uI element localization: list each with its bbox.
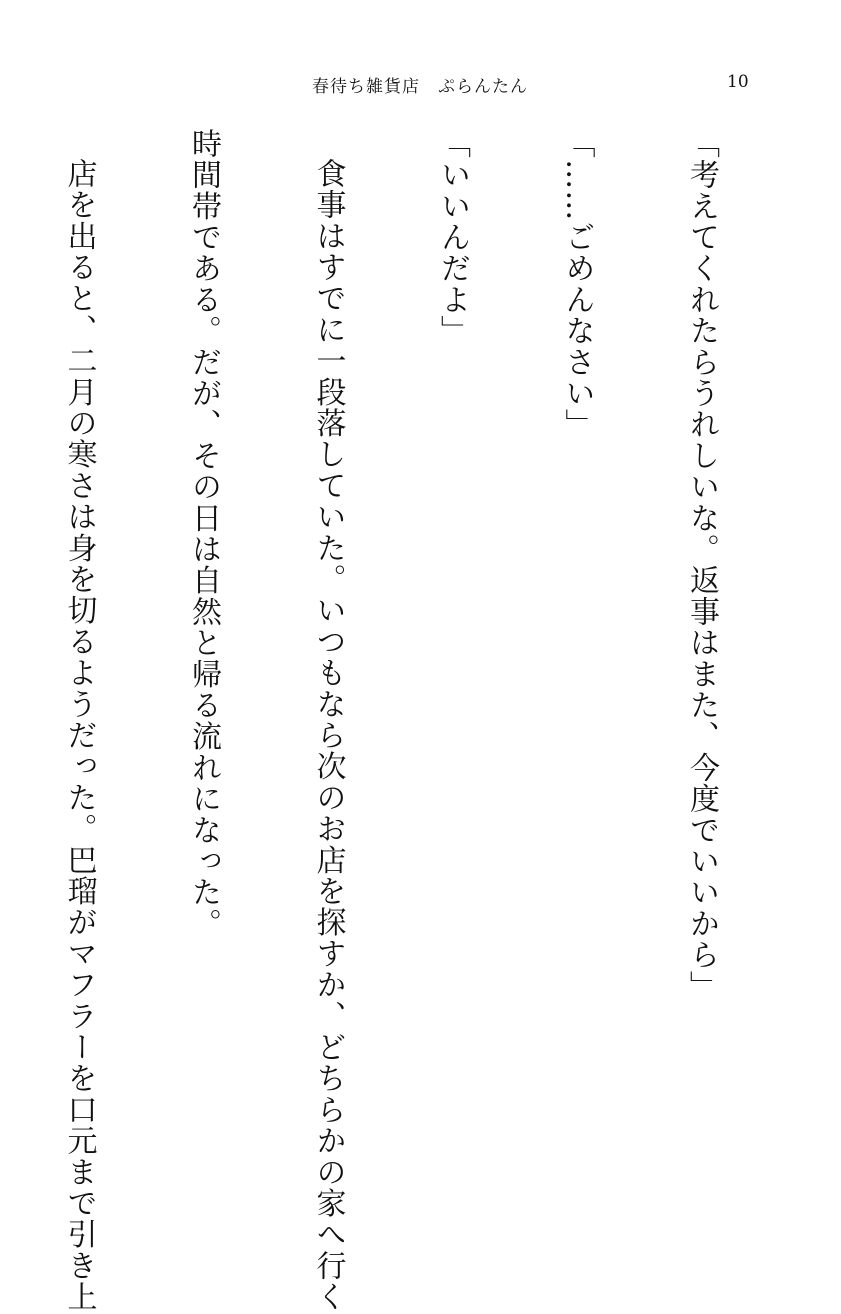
running-header [0, 72, 841, 102]
text-line-4: 食事はすでに一段落していた。いつもなら次のお店を探すか、どちらかの家へ行く [310, 158, 346, 1313]
vertical-text-body [0, 128, 805, 1313]
text-line-1: 「考えてくれたらうれしいな。返事はまた、今度でいいから」 [684, 128, 719, 1002]
book-title: 春待ち雑貨店 ぷらんたん [312, 77, 528, 97]
page-number: 10 [727, 72, 749, 92]
text-line-5: 時間帯である。だが、その日は自然と帰る流れになった。 [186, 128, 221, 940]
text-line-3: 「いいんだよ」 [435, 128, 470, 347]
text-line-2: 「……ごめんなさい」 [559, 128, 595, 440]
text-line-6: 店を出ると、二月の寒さは身を切るようだった。巴瑠がマフラーを口元まで引き上 [61, 158, 97, 1313]
